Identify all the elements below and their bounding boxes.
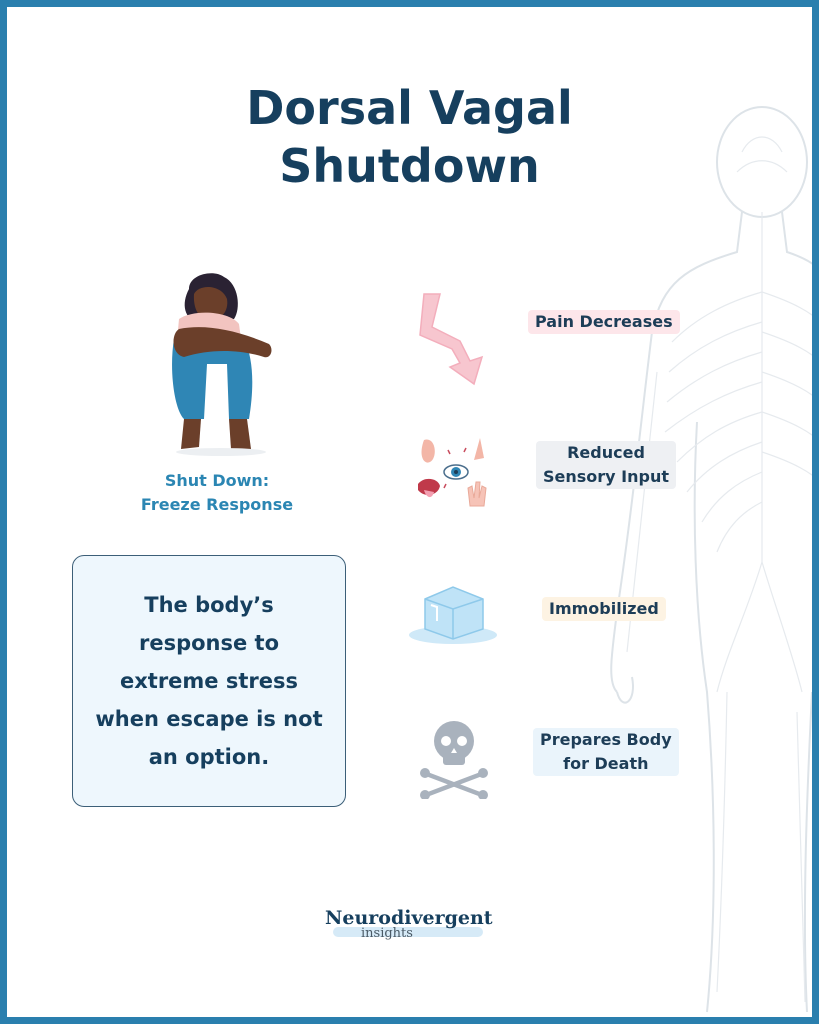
ice-cube-icon — [407, 577, 499, 649]
page-title — [7, 79, 812, 195]
lightning-icon — [412, 289, 487, 389]
pain-decreases-label — [528, 310, 680, 334]
pain-label-line-1: Pain Decreases — [535, 312, 673, 331]
logo-sub-text: insights — [361, 926, 413, 941]
definition-box — [72, 555, 346, 807]
sensory-label-line-2: Sensory Input — [543, 467, 670, 486]
skull-crossbones-icon — [419, 715, 489, 799]
immobilized-label — [542, 597, 666, 621]
sensory-label-line-1: Reduced — [567, 443, 645, 462]
caption-line-1: Shut Down: — [164, 471, 270, 490]
immobilized-label-line-1: Immobilized — [549, 599, 659, 618]
death-label-line-1: Prepares Body — [540, 730, 672, 749]
prepares-body-for-death-label — [533, 728, 679, 776]
title-line-1: Dorsal Vagal — [246, 81, 573, 135]
logo-main-text: Neurodivergent — [325, 907, 493, 929]
death-label-line-2: for Death — [563, 754, 649, 773]
definition-text: The body’s response to extreme stress when escape is not an option. — [95, 593, 323, 769]
freeze-response-caption — [107, 469, 327, 517]
caption-line-2: Freeze Response — [140, 495, 294, 514]
title-line-2: Shutdown — [279, 139, 540, 193]
neurodivergent-insights-logo — [325, 907, 505, 941]
crouching-woman-illustration — [159, 269, 284, 459]
reduced-sensory-input-label — [536, 441, 676, 489]
senses-icon — [412, 432, 497, 512]
nervous-system-body-illustration — [577, 92, 819, 1024]
